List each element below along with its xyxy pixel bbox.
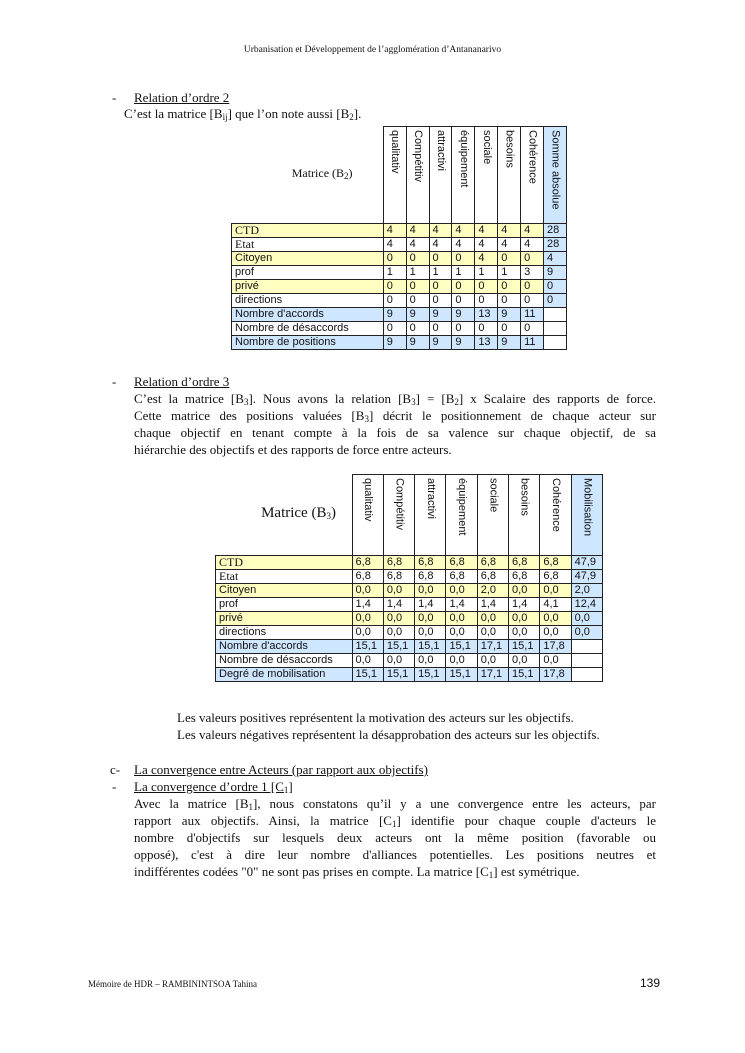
matrix-b2-table: [231, 126, 567, 350]
table-cell: 0: [383, 322, 406, 336]
table-cell: 0,0: [415, 584, 446, 598]
table-cell: 15,1: [509, 640, 540, 654]
table-cell: 0: [452, 280, 475, 294]
table-cell: [543, 308, 566, 322]
table-cell: 4: [475, 238, 498, 252]
row-label: prof: [216, 598, 353, 612]
row-label: Citoyen: [232, 252, 384, 266]
table-cell: 0: [543, 294, 566, 308]
table-cell: 6,8: [352, 556, 383, 570]
table-cell: 4: [406, 224, 429, 238]
table-cell: 1,4: [446, 598, 477, 612]
row-label: Etat: [216, 570, 353, 584]
table-cell: 11: [521, 308, 544, 322]
table-cell: 15,1: [383, 640, 414, 654]
table-cell: 1: [498, 266, 521, 280]
bullet: -: [112, 374, 117, 389]
table-cell: 0,0: [383, 626, 414, 640]
table-cell: 1,4: [477, 598, 508, 612]
table-cell: 6,8: [415, 556, 446, 570]
matrix-title: Matrice $(B_2)$: [291, 165, 353, 181]
table-cell: 6,8: [477, 556, 508, 570]
table-cell: 0,0: [571, 626, 602, 640]
column-header: Cohérence: [521, 127, 544, 224]
table-cell: 0,0: [383, 654, 414, 668]
table-cell: 0: [521, 294, 544, 308]
table-row: [232, 322, 567, 336]
table-cell: 6,8: [509, 570, 540, 584]
table-cell: 15,1: [446, 668, 477, 682]
matrix-b3-table: [215, 474, 603, 682]
table-cell: 0,0: [446, 626, 477, 640]
table-cell: 0: [543, 280, 566, 294]
table-row: [216, 598, 603, 612]
table-cell: 9: [498, 336, 521, 350]
table-row: [216, 626, 603, 640]
table-cell: 4,1: [540, 598, 571, 612]
table-cell: 0,0: [540, 584, 571, 598]
table-cell: 0,0: [352, 584, 383, 598]
table-cell: 0: [429, 294, 452, 308]
table-cell: 0,0: [540, 612, 571, 626]
table-cell: 0: [498, 294, 521, 308]
table-cell: 1: [429, 266, 452, 280]
matrix-title: Matrice $(B_3)$: [261, 504, 336, 521]
column-header: sociale: [475, 127, 498, 224]
table-cell: 0: [406, 252, 429, 266]
section-text-relation-3: C’est la matrice $[B_3]$. Nous avons la relation $[B_3] = [B_2]$ x Scalaire des rapports de force. Cette matrice des positions valuées $[B_3]$ décrit le positionnement de chaque acteur sur chaque objectif en tenant compte à la fois de sa valence sur chaque objectif, de sa hiérarchie des objectifs et des rapports de force entre acteurs.: [134, 391, 656, 457]
table-cell: 0: [406, 322, 429, 336]
table-cell: 1: [383, 266, 406, 280]
row-label: Nombre d'accords: [216, 640, 353, 654]
table-row: [232, 280, 567, 294]
table-cell: 6,8: [509, 556, 540, 570]
section-title-convergence-order-1: La convergence d’ordre 1 $[C_1]$: [134, 779, 293, 795]
table-cell: 0,0: [477, 612, 508, 626]
table-cell: 6,8: [383, 556, 414, 570]
table-cell: 15,1: [352, 640, 383, 654]
column-header: qualitativ: [383, 127, 406, 224]
table-cell: 15,1: [446, 640, 477, 654]
table-cell: [571, 640, 602, 654]
row-label: Nombre de positions: [232, 336, 384, 350]
row-label: directions: [216, 626, 353, 640]
bullet-c: c-: [110, 762, 121, 777]
column-header: attractivi: [415, 475, 446, 556]
table-cell: 4: [543, 252, 566, 266]
table-cell: 6,8: [540, 570, 571, 584]
row-label: Nombre d'accords: [232, 308, 384, 322]
table-row: [232, 266, 567, 280]
table-cell: 4: [452, 238, 475, 252]
column-header: besoins: [509, 475, 540, 556]
column-header: Mobilisation: [571, 475, 602, 556]
table-cell: 0,0: [352, 612, 383, 626]
table-cell: 1,4: [509, 598, 540, 612]
table-cell: 0: [498, 252, 521, 266]
table-row: [232, 224, 567, 238]
bullet: -: [112, 90, 117, 105]
row-label: prof: [232, 266, 384, 280]
row-label: privé: [232, 280, 384, 294]
table-cell: 0,0: [352, 626, 383, 640]
table-cell: 0: [383, 280, 406, 294]
table-cell: 15,1: [415, 640, 446, 654]
row-label: Degré de mobilisation: [216, 668, 353, 682]
table-cell: 4: [521, 224, 544, 238]
table-cell: 0: [475, 322, 498, 336]
table-cell: 47,9: [571, 556, 602, 570]
table-cell: 1,4: [415, 598, 446, 612]
table-cell: 6,8: [477, 570, 508, 584]
table-cell: 0,0: [352, 654, 383, 668]
table-cell: [571, 654, 602, 668]
table-cell: 0: [429, 252, 452, 266]
table-cell: 17,8: [540, 640, 571, 654]
table-cell: 0: [406, 280, 429, 294]
table-cell: 0: [452, 252, 475, 266]
table-cell: 0: [498, 322, 521, 336]
table-cell: 0,0: [571, 612, 602, 626]
table-cell: 11: [521, 336, 544, 350]
table-cell: 4: [498, 238, 521, 252]
table-cell: 0: [429, 280, 452, 294]
table-cell: 9: [406, 308, 429, 322]
table-cell: 4: [521, 238, 544, 252]
table-cell: 0: [475, 294, 498, 308]
row-label: directions: [232, 294, 384, 308]
table-cell: 15,1: [383, 668, 414, 682]
table-cell: 6,8: [352, 570, 383, 584]
table-cell: 1,4: [352, 598, 383, 612]
table-cell: 6,8: [415, 570, 446, 584]
table-cell: 0: [452, 322, 475, 336]
section-title-convergence: La convergence entre Acteurs (par rapport aux objectifs): [134, 762, 428, 777]
table-cell: 15,1: [352, 668, 383, 682]
matrix-title-cell: [216, 475, 353, 556]
column-header: Compétitiv: [406, 127, 429, 224]
row-label: privé: [216, 612, 353, 626]
table-cell: 0,0: [477, 626, 508, 640]
table-row: [232, 238, 567, 252]
table-cell: 0,0: [509, 626, 540, 640]
table-cell: 2,0: [477, 584, 508, 598]
note-positive: Les valeurs positives représentent la motivation des acteurs sur les objectifs.: [177, 710, 574, 725]
table-cell: 1: [406, 266, 429, 280]
table-row: [232, 294, 567, 308]
table-cell: 4: [475, 252, 498, 266]
table-cell: 6,8: [540, 556, 571, 570]
table-cell: 0: [452, 294, 475, 308]
table-cell: 6,8: [383, 570, 414, 584]
column-header: attractivi: [429, 127, 452, 224]
table-cell: 1,4: [383, 598, 414, 612]
table-cell: 15,1: [415, 668, 446, 682]
table-row: [216, 584, 603, 598]
row-label: Nombre de désaccords: [216, 654, 353, 668]
table-cell: 0,0: [383, 584, 414, 598]
running-header: Urbanisation et Développement de l’agglomération d’Antananarivo: [243, 45, 502, 55]
table-cell: 0: [498, 280, 521, 294]
table-cell: 4: [383, 224, 406, 238]
table-row: [232, 336, 567, 350]
table-cell: 0,0: [540, 626, 571, 640]
table-cell: 13: [475, 308, 498, 322]
table-cell: 0,0: [415, 654, 446, 668]
table-cell: 0,0: [540, 654, 571, 668]
table-cell: [543, 336, 566, 350]
table-row: [216, 668, 603, 682]
column-header: besoins: [498, 127, 521, 224]
section-text-convergence: Avec la matrice $[B_1]$, nous constatons qu’il y a une convergence entre les acteurs, par rapport aux objectifs. Ainsi, la matrice $[C_1]$ identifie pour chaque couple d'acteurs le nombre d'objectifs sur lesquels deux acteurs ont la même position (favorable ou opposé), c'est à dire leur nombre d'alliances potentielles. Les positions neutres et indifférentes codées "0" ne sont pas prises en compte. La matrice $[C_1]$ est symétrique.: [134, 796, 656, 880]
section-title-relation-2: Relation d’ordre 2: [134, 90, 230, 105]
table-cell: 9: [429, 308, 452, 322]
table-cell: 9: [383, 336, 406, 350]
table-cell: 9: [452, 336, 475, 350]
table-cell: 9: [429, 336, 452, 350]
table-row: [216, 570, 603, 584]
footer-author: Mémoire de HDR – RAMBININTSOA Tahina: [88, 979, 257, 989]
table-row: [232, 252, 567, 266]
table-cell: 13: [475, 336, 498, 350]
column-header: sociale: [477, 475, 508, 556]
table-cell: 0,0: [509, 612, 540, 626]
column-header: équipement: [452, 127, 475, 224]
table-cell: 0,0: [415, 612, 446, 626]
table-cell: 9: [383, 308, 406, 322]
table-cell: 0,0: [446, 612, 477, 626]
table-cell: [543, 322, 566, 336]
table-cell: 3: [521, 266, 544, 280]
column-header: Somme absolue: [543, 127, 566, 224]
table-cell: 0,0: [509, 584, 540, 598]
table-cell: 9: [452, 308, 475, 322]
table-cell: 0: [383, 252, 406, 266]
table-cell: 9: [543, 266, 566, 280]
table-row: [216, 612, 603, 626]
column-header: équipement: [446, 475, 477, 556]
table-row: [216, 556, 603, 570]
table-row: [216, 654, 603, 668]
row-label: Etat: [232, 238, 384, 252]
table-cell: 0: [521, 252, 544, 266]
table-cell: 4: [452, 224, 475, 238]
table-row: [216, 640, 603, 654]
row-label: Citoyen: [216, 584, 353, 598]
section-title-relation-3: Relation d’ordre 3: [134, 374, 230, 389]
table-cell: 4: [406, 238, 429, 252]
table-cell: 9: [406, 336, 429, 350]
column-header: Cohérence: [540, 475, 571, 556]
table-cell: 28: [543, 224, 566, 238]
row-label: CTD: [232, 224, 384, 238]
table-cell: 6,8: [446, 570, 477, 584]
table-cell: 0: [406, 294, 429, 308]
table-cell: 4: [498, 224, 521, 238]
table-cell: 0: [429, 322, 452, 336]
table-cell: 6,8: [446, 556, 477, 570]
table-cell: 0: [521, 280, 544, 294]
table-cell: 28: [543, 238, 566, 252]
table-cell: 4: [429, 238, 452, 252]
table-cell: 0: [475, 280, 498, 294]
table-cell: 9: [498, 308, 521, 322]
table-cell: [571, 668, 602, 682]
page-number: 139: [640, 976, 661, 990]
table-cell: 4: [383, 238, 406, 252]
table-cell: 12,4: [571, 598, 602, 612]
bullet: -: [112, 779, 117, 794]
table-cell: 0,0: [415, 626, 446, 640]
table-row: [232, 308, 567, 322]
row-label: CTD: [216, 556, 353, 570]
table-cell: 0,0: [446, 654, 477, 668]
table-cell: 1: [475, 266, 498, 280]
table-cell: 0,0: [509, 654, 540, 668]
table-cell: 47,9: [571, 570, 602, 584]
table-cell: 4: [475, 224, 498, 238]
table-cell: 17,1: [477, 640, 508, 654]
column-header: qualitativ: [352, 475, 383, 556]
table-cell: 15,1: [509, 668, 540, 682]
column-header: Compétitiv: [383, 475, 414, 556]
table-cell: 4: [429, 224, 452, 238]
table-cell: 2,0: [571, 584, 602, 598]
table-cell: 17,8: [540, 668, 571, 682]
note-negative: Les valeurs négatives représentent la désapprobation des acteurs sur les objectifs.: [177, 727, 600, 742]
table-cell: 0,0: [383, 612, 414, 626]
row-label: Nombre de désaccords: [232, 322, 384, 336]
section-text-relation-2: C’est la matrice $[B_{ij}]$ que l’on note aussi $[B_2]$.: [124, 106, 362, 122]
table-cell: 1: [452, 266, 475, 280]
table-cell: 0: [383, 294, 406, 308]
matrix-title-cell: [232, 127, 384, 224]
table-cell: 0,0: [446, 584, 477, 598]
table-cell: 0,0: [477, 654, 508, 668]
table-cell: 17,1: [477, 668, 508, 682]
table-cell: 0: [521, 322, 544, 336]
